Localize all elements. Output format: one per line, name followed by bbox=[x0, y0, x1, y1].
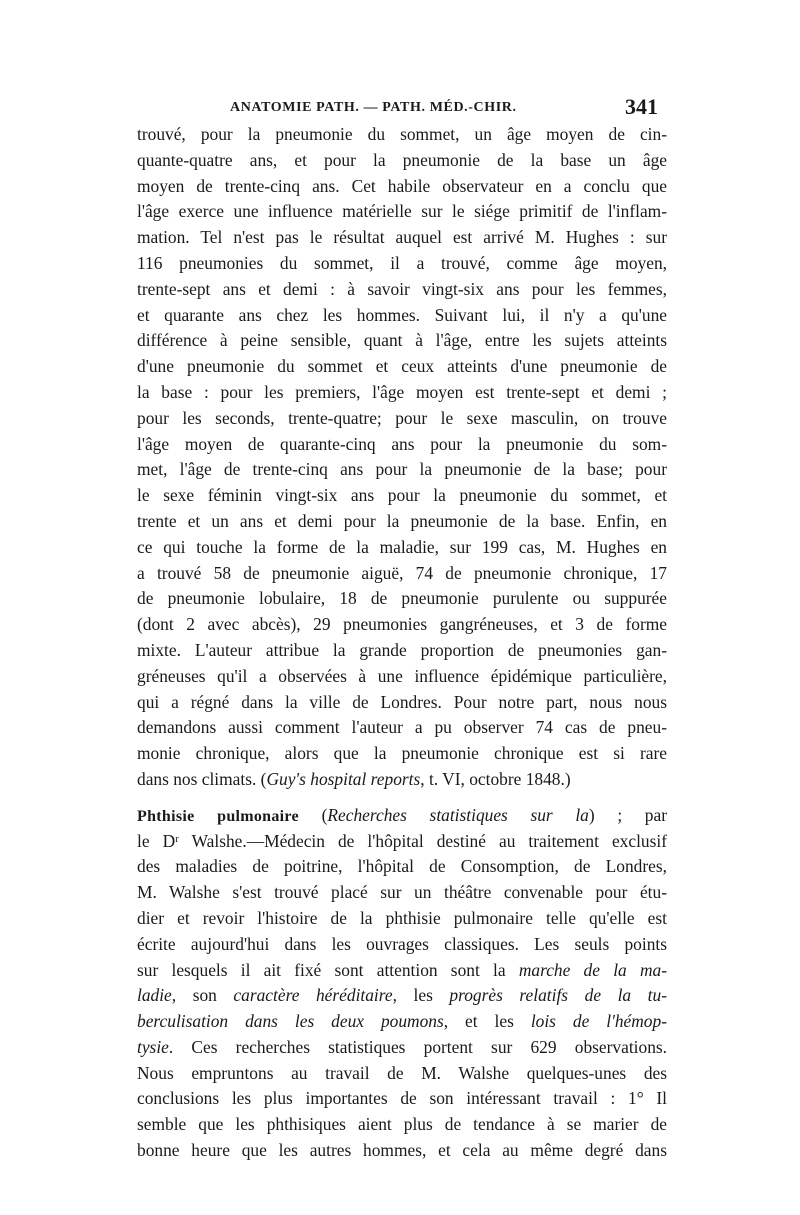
text-line: trente-sept ans et demi : à savoir vingt-six ans pour les femmes, bbox=[137, 278, 667, 299]
text-line: monie chronique, alors que la pneumonie chronique est si rare bbox=[137, 743, 667, 764]
text-line: trouvé, pour la pneumonie du sommet, un âge moyen de cin- bbox=[137, 124, 667, 144]
text-span: caractère héréditaire bbox=[233, 985, 393, 1006]
text-line: moyen de trente-cinq ans. Cet habile observateur en a conclu que bbox=[137, 175, 667, 196]
text-line: met, l'âge de trente-cinq ans pour la pneumonie de la base; pour bbox=[137, 459, 667, 480]
text-line: de pneumonie lobulaire, 18 de pneumonie purulente ou suppurée bbox=[137, 588, 667, 609]
text-line: 116 pneumonies du sommet, il a trouvé, comme âge moyen, bbox=[137, 252, 667, 273]
text-line: (dont 2 avec abcès), 29 pneumonies gangréneuses, et 3 de forme bbox=[137, 614, 667, 635]
text-line: et quarante ans chez les hommes. Suivant lui, il n'y a qu'une bbox=[137, 304, 667, 325]
text-span: lois de l'hémop- bbox=[530, 1011, 667, 1032]
text-span: dans nos climats. ( bbox=[137, 768, 267, 789]
text-span: tysie bbox=[137, 1036, 169, 1057]
text-line bbox=[137, 983, 667, 1009]
text-line: trente et un ans et demi pour la pneumonie de la base. Enfin, en bbox=[137, 510, 667, 531]
text-line: l'âge moyen de quarante-cinq ans pour la pneumonie du som- bbox=[137, 433, 667, 454]
section-heading: Phthisie pulmonaire bbox=[137, 807, 299, 825]
page-number: 341 bbox=[625, 94, 658, 119]
text-line bbox=[137, 1035, 667, 1061]
text-span: , et les bbox=[443, 1011, 531, 1032]
text-line: gréneuses qu'il a observées à une influence épidémique particulière, bbox=[137, 665, 667, 686]
text-line bbox=[137, 958, 667, 984]
paragraph-pneumonie bbox=[137, 122, 667, 793]
text-span: , son bbox=[171, 985, 234, 1006]
text-line bbox=[137, 803, 667, 829]
text-span: ( bbox=[298, 804, 328, 825]
text-line: la base : pour les premiers, l'âge moyen est trente-sept et demi ; bbox=[137, 381, 667, 402]
paragraph-phthisie bbox=[137, 803, 667, 1164]
text-line: bonne heure que les autres hommes, et cela au même degré dans bbox=[137, 1140, 667, 1161]
text-line bbox=[137, 1009, 667, 1035]
text-span: progrès relatifs de la tu- bbox=[449, 985, 667, 1006]
text-line: conclusions les plus importantes de son intéressant travail : 1° Il bbox=[137, 1088, 667, 1109]
body-text bbox=[137, 122, 667, 1164]
text-line: des maladies de poitrine, l'hôpital de Consomption, de Londres, bbox=[137, 856, 667, 877]
text-line: a trouvé 58 de pneumonie aiguë, 74 de pneumonie chronique, 17 bbox=[137, 562, 667, 583]
text-line: Nous empruntons au travail de M. Walshe quelques-unes des bbox=[137, 1062, 667, 1083]
text-line: le sexe féminin vingt-six ans pour la pneumonie du sommet, et bbox=[137, 485, 667, 506]
paragraph-gap bbox=[137, 793, 667, 803]
text-line: dier et revoir l'histoire de la phthisie pulmonaire telle qu'elle est bbox=[137, 907, 667, 928]
text-span: berculisation dans les deux poumons bbox=[137, 1011, 444, 1032]
journal-title: Guy's hospital reports bbox=[266, 768, 421, 789]
text-span: , t. VI, octobre 1848.) bbox=[420, 768, 571, 789]
text-line: ce qui touche la forme de la maladie, sur 199 cas, M. Hughes en bbox=[137, 536, 667, 557]
running-head: ANATOMIE PATH. — PATH. MÉD.-CHIR. bbox=[230, 100, 517, 115]
text-span: ) ; par bbox=[588, 804, 667, 825]
text-span: . Ces recherches statistiques portent sur 629 observations. bbox=[168, 1036, 667, 1057]
text-line: qui a régné dans la ville de Londres. Pour notre part, nous nous bbox=[137, 691, 667, 712]
text-span: sur lesquels il ait fixé sont attention sont la bbox=[137, 959, 519, 980]
text-line: semble que les phthisiques aient plus de tendance à se marier de bbox=[137, 1114, 667, 1135]
text-line: mation. Tel n'est pas le résultat auquel est arrivé M. Hughes : sur bbox=[137, 227, 667, 248]
text-line: mixte. L'auteur attribue la grande proportion de pneumonies gan- bbox=[137, 639, 667, 660]
text-span: marche de la ma- bbox=[518, 959, 667, 980]
text-line: le Dʳ Walshe.—Médecin de l'hôpital destiné au traitement exclusif bbox=[137, 830, 667, 851]
text-line: M. Walshe s'est trouvé placé sur un théâtre convenable pour étu- bbox=[137, 882, 667, 903]
text-line: demandons aussi comment l'auteur a pu observer 74 cas de pneu- bbox=[137, 717, 667, 738]
text-line: l'âge exerce une influence matérielle sur le siége primitif de l'inflam- bbox=[137, 201, 667, 222]
text-line: écrite aujourd'hui dans les ouvrages classiques. Les seuls points bbox=[137, 933, 667, 954]
text-line: quante-quatre ans, et pour la pneumonie de la base un âge bbox=[137, 149, 667, 170]
text-line: pour les seconds, trente-quatre; pour le sexe masculin, on trouve bbox=[137, 407, 667, 428]
text-span: , les bbox=[392, 985, 450, 1006]
text-line: d'une pneumonie du sommet et ceux atteints d'une pneumonie de bbox=[137, 356, 667, 377]
text-span: Recherches statistiques sur la bbox=[327, 804, 589, 825]
text-line: différence à peine sensible, quant à l'âge, entre les sujets atteints bbox=[137, 330, 667, 351]
text-line bbox=[137, 767, 667, 793]
text-span: ladie bbox=[137, 985, 172, 1006]
